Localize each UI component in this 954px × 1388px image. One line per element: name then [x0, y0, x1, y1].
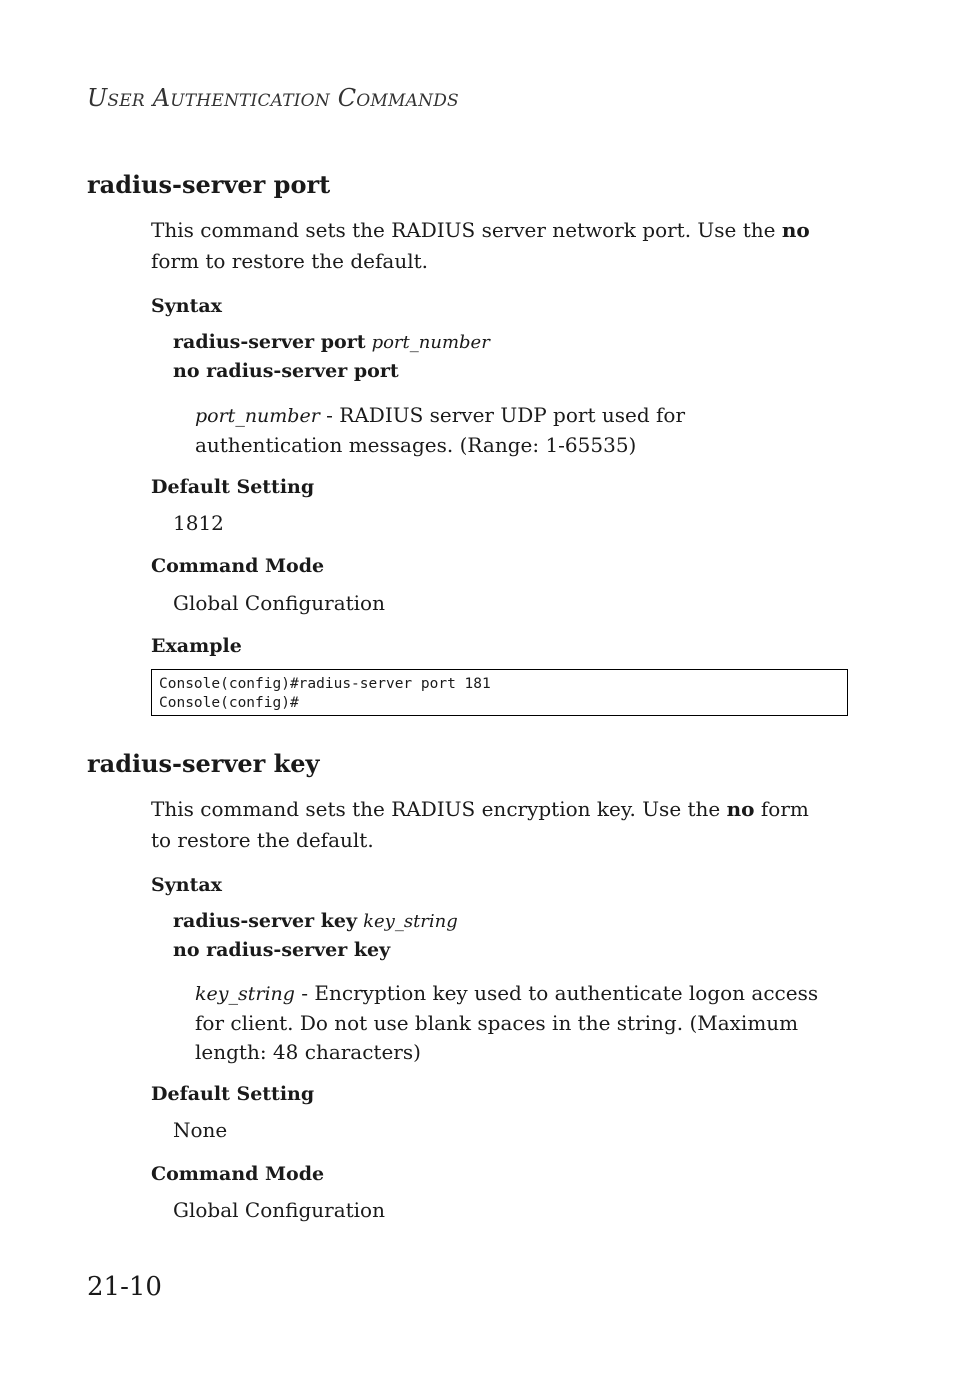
syntax-no-command-name: no radius-server key — [173, 939, 391, 961]
description-text: This command sets the RADIUS server network port. Use the — [151, 218, 782, 242]
parameter-text: - RADIUS server UDP port used for authentication messages. (Range: 1-65535) — [195, 403, 685, 457]
parameter-description — [195, 401, 835, 460]
default-setting-value: None — [173, 1118, 228, 1142]
code-line: Console(config)#radius-server port 181 — [159, 676, 491, 692]
syntax-parameter: key_string — [363, 911, 458, 932]
syntax-no-command — [173, 939, 390, 961]
syntax-parameter: port_number — [371, 332, 490, 353]
syntax-heading: Syntax — [151, 295, 222, 317]
example-code-box — [151, 669, 848, 716]
syntax-no-command-name: no radius-server port — [173, 360, 399, 382]
no-keyword: no — [781, 218, 810, 242]
no-keyword: no — [726, 797, 755, 821]
parameter-name: key_string — [195, 983, 295, 1005]
example-heading: Example — [151, 635, 242, 657]
default-setting-value: 1812 — [173, 511, 224, 535]
default-setting-heading: Default Setting — [151, 476, 315, 498]
command-mode-value: Global Configuration — [173, 1198, 385, 1222]
code-line: Console(config)# — [159, 695, 299, 711]
command-mode-value: Global Configuration — [173, 591, 385, 615]
section-title-radius-server-key: radius-server key — [87, 749, 320, 778]
running-head: User Authentication Commands — [87, 84, 459, 112]
syntax-no-command — [173, 360, 399, 382]
parameter-name: port_number — [195, 405, 320, 427]
command-description — [151, 794, 811, 856]
page-number: 21-10 — [87, 1272, 162, 1302]
syntax-heading: Syntax — [151, 874, 222, 896]
syntax-command — [173, 910, 458, 932]
syntax-command-name: radius-server port — [173, 331, 366, 353]
command-description — [151, 215, 851, 277]
command-mode-heading: Command Mode — [151, 555, 325, 577]
syntax-command-name: radius-server key — [173, 910, 358, 932]
description-text-end: form to restore the default. — [151, 249, 429, 273]
description-text-end: form to restore the default. — [151, 797, 809, 852]
command-mode-heading: Command Mode — [151, 1163, 325, 1185]
description-text: This command sets the RADIUS encryption key. Use the — [151, 797, 727, 821]
default-setting-heading: Default Setting — [151, 1083, 315, 1105]
parameter-text: - Encryption key used to authenticate logon access for client. Do not use blank spaces in the string. (Maximum length: 48 characters) — [195, 981, 819, 1064]
syntax-command — [173, 331, 490, 353]
parameter-description — [195, 979, 845, 1067]
section-title-radius-server-port: radius-server port — [87, 170, 331, 199]
